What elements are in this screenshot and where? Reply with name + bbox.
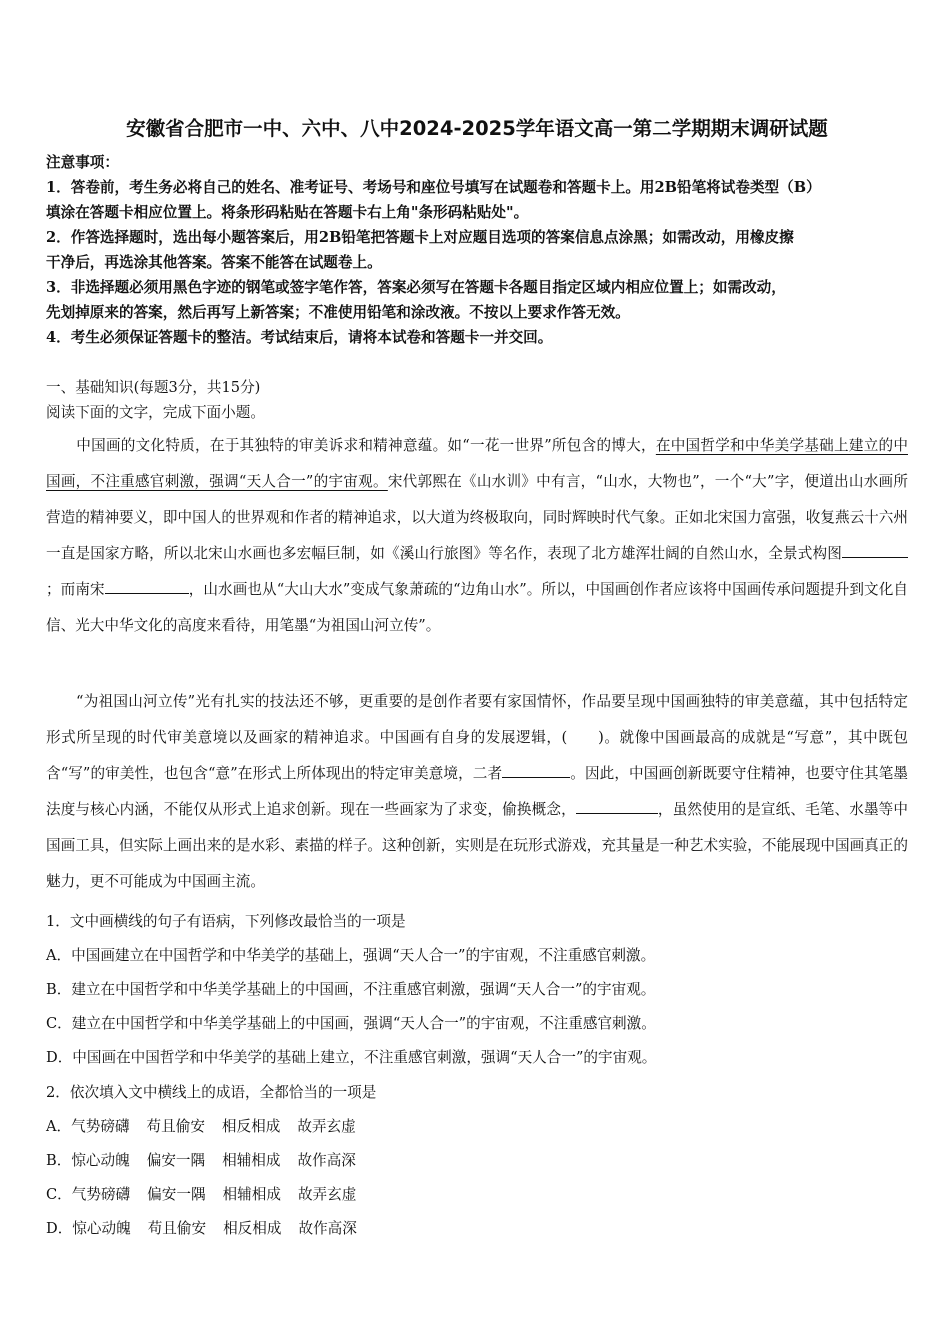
question-1-option-c[interactable]: C．建立在中国哲学和中华美学基础上的中国画，强调“天人合一”的宇宙观，不注重感官刺激。 [46,1015,656,1032]
blank-2 [105,579,189,594]
notice-line: 3．非选择题必须用黑色字迹的钢笔或签字笔作答，答案必须写在答题卡各题目指定区域内相应位置上；如需改动， [46,279,786,296]
question-2-option-c[interactable]: C．气势磅礴 偏安一隅 相辅相成 故弄玄虚 [46,1186,357,1203]
question-1-stem: 1．文中画横线的句子有语病，下列修改最恰当的一项是 [46,913,406,930]
exam-title: 安徽省合肥市一中、六中、八中2024-2025学年语文高一第二学期期末调研试题 [126,117,828,140]
section-heading: 一、基础知识(每题3分，共15分) [46,379,261,396]
question-2-option-d[interactable]: D．惊心动魄 苟且偷安 相反相成 故作高深 [46,1220,357,1237]
underlined-sentence: 在中国哲学和中华美学基础上建立的中国画，不注重感官刺激，强调“天人合一”的宇宙观。 [46,437,908,490]
notice-line: 干净后，再选涂其他答案。答案不能答在试题卷上。 [46,254,382,271]
question-1-option-a[interactable]: A．中国画建立在中国哲学和中华美学的基础上，强调“天人合一”的宇宙观，不注重感官刺激。 [46,947,656,964]
notice-line: 先划掉原来的答案，然后再写上新答案；不准使用铅笔和涂改液。不按以上要求作答无效。 [46,304,630,321]
question-1-option-b[interactable]: B．建立在中国哲学和中华美学基础上的中国画，不注重感官刺激，强调“天人合一”的宇宙观。 [46,981,656,998]
question-1-option-d[interactable]: D．中国画在中国哲学和中华美学的基础上建立，不注重感官刺激，强调“天人合一”的宇宙观。 [46,1049,657,1066]
notice-block [46,150,908,350]
question-2-option-b[interactable]: B．惊心动魄 偏安一隅 相辅相成 故作高深 [46,1152,356,1169]
question-2-stem: 2．依次填入文中横线上的成语，全都恰当的一项是 [46,1084,377,1101]
blank-4 [576,799,658,814]
reading-instruction: 阅读下面的文字，完成下面小题。 [46,404,265,421]
blank-1 [842,543,908,558]
notice-line: 4．考生必须保证答题卡的整洁。考试结束后，请将本试卷和答题卡一并交回。 [46,329,553,346]
blank-3 [502,763,570,778]
notice-heading: 注意事项： [46,154,119,171]
question-2-option-a[interactable]: A．气势磅礴 苟且偷安 相反相成 故弄玄虚 [46,1118,356,1135]
notice-line: 2．作答选择题时，选出每小题答案后，用2B铅笔把答题卡上对应题目选项的答案信息点涂黑；如需改动，用橡皮擦 [46,229,794,246]
passage-paragraph-2: “为祖国山河立传”光有扎实的技法还不够，更重要的是创作者要有家国情怀，作品要呈现中国画独特的审美意蕴，其中包括特定形式所呈现的时代审美意境以及画家的精神追求。中国画有自身的发展逻辑，( )。就像中国画最高的成就是“写意”，其中既包含“写”的审美性，也包含“意”在形式上所体现出的特定审美意境，二者 。因此，中国画创新既要守住精神，也要守住其笔墨法度与核心内涵，不能仅从形式上追求创新。现在一些画家为了求变，偷换概念， ，虽然使用的是宣纸、毛笔、水墨等中国画工具，但实际上画出来的是水彩、素描的样子。这种创新，实则是在玩形式游戏，充其量是一种艺术实验，不能展现中国画真正的魅力，更不可能成为中国画主流。 [46,693,908,890]
notice-line: 1．答卷前，考生务必将自己的姓名、准考证号、考场号和座位号填写在试题卷和答题卡上。用2B铅笔将试卷类型（B） [46,179,821,196]
notice-line: 填涂在答题卡相应位置上。将条形码粘贴在答题卡右上角"条形码粘贴处"。 [46,204,529,221]
passage-paragraph-1: 中国画的文化特质，在于其独特的审美诉求和精神意蕴。如“一花一世界”所包含的博大，在中国哲学和中华美学基础上建立的中国画，不注重感官刺激，强调“天人合一”的宇宙观。宋代郭熙在《山水训》中有言，“山水，大物也”，一个“大”字，便道出山水画所营造的精神要义，即中国人的世界观和作者的精神追求，以大道为终极取向，同时辉映时代气象。正如北宋国力富强，收复燕云十六州一直是国家方略，所以北宋山水画也多宏幅巨制，如《溪山行旅图》等名作，表现了北方雄浑壮阔的自然山水，全景式构图；而南宋 ，山水画也从“大山大水”变成气象萧疏的“边角山水”。所以，中国画创作者应该将中国画传承问题提升到文化自信、光大中华文化的高度来看待，用笔墨“为祖国山河立传”。 [46,437,908,634]
